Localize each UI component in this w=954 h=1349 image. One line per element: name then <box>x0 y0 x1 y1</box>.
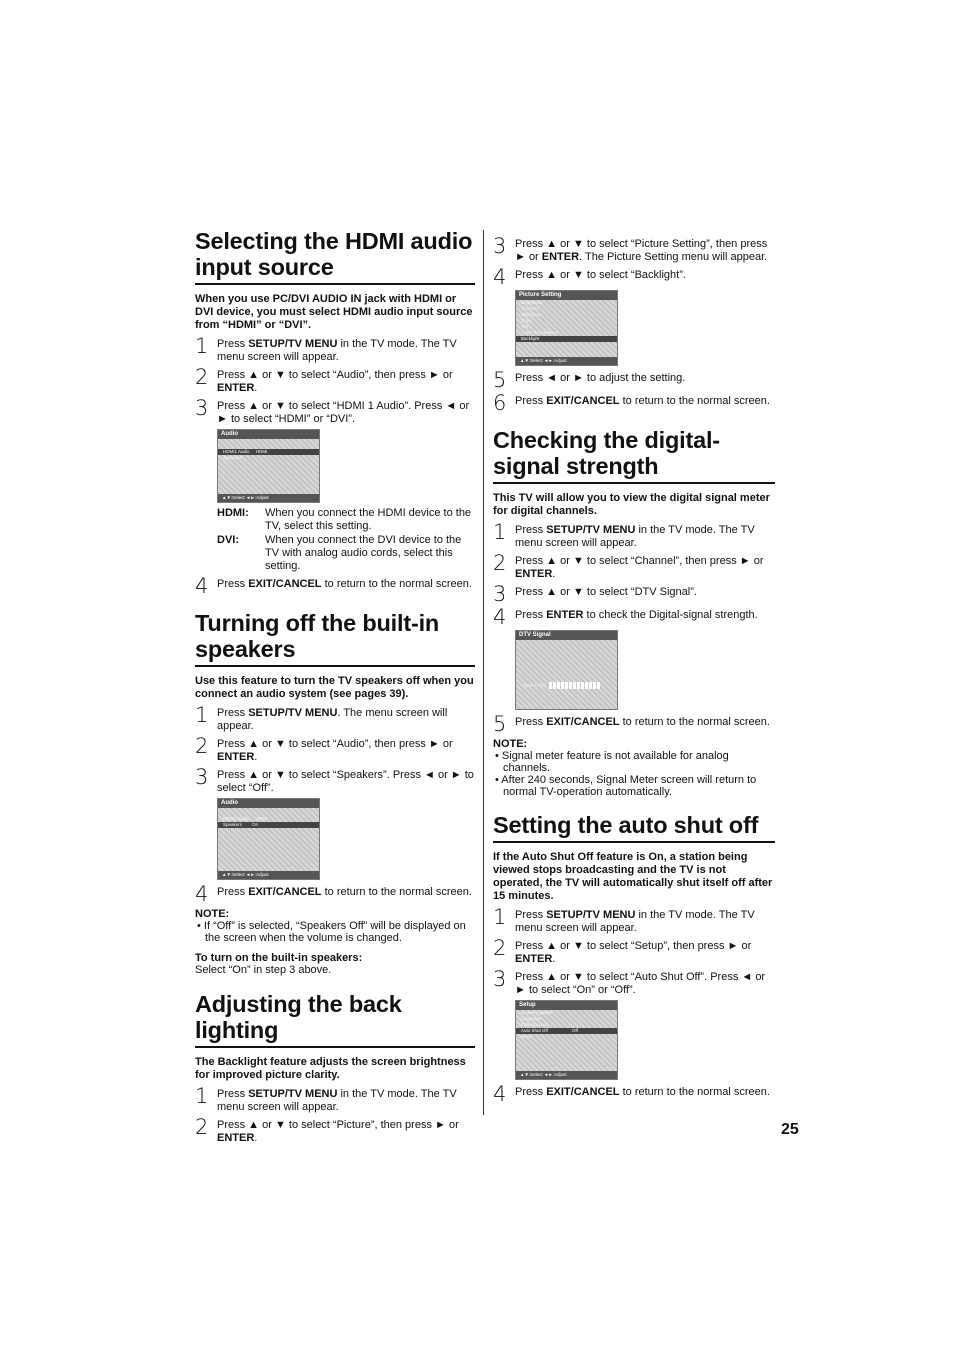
osd-rows <box>516 1010 617 1040</box>
osd-row-speakers: Speakers <box>223 455 243 460</box>
hdmi-steps <box>195 336 475 426</box>
step-3 <box>195 767 475 795</box>
step-4 <box>195 884 475 904</box>
step-2 <box>195 1117 475 1145</box>
step-text: Press ▲ or ▼ to select “DTV Signal”. <box>515 586 697 598</box>
step-5 <box>493 714 775 734</box>
step-text: Press SETUP/TV MENU in the TV mode. The TV menu screen will appear. <box>515 524 755 549</box>
osd-row: Color Temperature <box>521 330 559 335</box>
signal-note-1: • Signal meter feature is not available for analog channels. <box>495 750 729 774</box>
osd-footer: ▲▼:Select ◄►:Adjust <box>516 1071 617 1079</box>
osd-row: Closed Caption <box>521 1010 552 1015</box>
step-number: 2 <box>493 936 507 960</box>
step-number: 1 <box>195 334 209 358</box>
def-hdmi: HDMI: When you connect the HDMI device to the TV, select this setting. <box>217 507 472 532</box>
step-number: 3 <box>493 234 507 258</box>
step-3 <box>195 398 475 426</box>
osd-row-hdmi-audio: HDMI1 Audio HDMI <box>218 449 319 455</box>
osd-row: Color <box>521 318 532 323</box>
step-text: Press ▲ or ▼ to select “HDMI 1 Audio”. Press ◄ or ► to select “HDMI” or “DVI”. <box>217 400 470 425</box>
speakers-osd-screenshot <box>217 798 320 880</box>
hdmi-definitions <box>217 507 475 573</box>
osd-title: Audio <box>218 799 319 808</box>
osd-row: Language <box>521 1016 542 1021</box>
step-2 <box>493 938 775 966</box>
hdmi-intro: When you use PC/DVI AUDIO IN jack with HDMI or DVI device, you must select HDMI audio input source from “HDMI” or “DVI”. <box>195 293 473 331</box>
osd-title: Setup <box>516 1001 617 1010</box>
step-number: 1 <box>493 520 507 544</box>
step-text: Press EXIT/CANCEL to return to the normal screen. <box>515 395 770 407</box>
step-4 <box>493 1084 775 1104</box>
step-number: 4 <box>195 882 209 906</box>
osd-row-speakers: Speakers On <box>218 822 319 828</box>
step-number: 4 <box>493 605 507 629</box>
backlight-steps-cont <box>493 236 775 287</box>
step-text: Press ENTER to check the Digital-signal strength. <box>515 609 758 621</box>
autoshut-steps <box>493 907 775 997</box>
backlight-steps-end <box>493 370 775 413</box>
step-2 <box>493 553 775 581</box>
step-text: Press ▲ or ▼ to select “Audio”, then press ► or ENTER. <box>217 738 453 763</box>
step-text: Press ▲ or ▼ to select “Speakers”. Press ◄ or ► to select “Off”. <box>217 769 474 794</box>
step-text: Press ▲ or ▼ to select “Setup”, then press ► or ENTER. <box>515 940 752 965</box>
step-number: 4 <box>493 265 507 289</box>
step-2 <box>195 736 475 764</box>
step-1 <box>195 705 475 733</box>
osd-title: DTV Signal <box>516 631 617 640</box>
hdmi-section <box>195 228 475 596</box>
speakers-steps <box>195 705 475 795</box>
signal-steps-end <box>493 714 775 734</box>
speakers-steps-end <box>195 884 475 904</box>
osd-row-hdmi-audio: HDMI1 Audio HDMI <box>223 816 268 821</box>
step-text: Press ◄ or ► to adjust the setting. <box>515 372 686 384</box>
step-4 <box>493 267 775 287</box>
signal-steps <box>493 522 775 627</box>
step-number: 5 <box>493 712 507 736</box>
osd-row: Backlight <box>516 336 617 342</box>
step-5 <box>493 370 775 390</box>
osd-row: Tint <box>521 324 529 329</box>
hdmi-osd-screenshot <box>217 429 320 503</box>
step-4 <box>195 576 475 596</box>
step-3 <box>493 969 775 997</box>
backlight-title: Adjusting the back lighting <box>195 991 475 1048</box>
step-text: Press EXIT/CANCEL to return to the normal screen. <box>515 1086 770 1098</box>
osd-title: Picture Setting <box>516 291 617 300</box>
osd-row: Auto Shut Off Off <box>516 1028 617 1034</box>
osd-rows <box>516 300 617 342</box>
osd-footer: ▲▼:Select ◄►:Adjust <box>218 871 319 879</box>
step-number: 2 <box>195 365 209 389</box>
step-number: 1 <box>493 905 507 929</box>
step-number: 4 <box>195 574 209 598</box>
step-number: 2 <box>195 1115 209 1139</box>
backlight-steps <box>195 1086 475 1145</box>
step-text: Press SETUP/TV MENU in the TV mode. The TV menu screen will appear. <box>217 1088 457 1113</box>
step-number: 3 <box>195 765 209 789</box>
osd-footer: ▲▼:Select ◄►:Adjust <box>516 357 617 365</box>
signal-note-2: • After 240 seconds, Signal Meter screen will return to normal TV-operation automatically. <box>495 774 757 798</box>
step-2 <box>195 367 475 395</box>
step-text: Press ▲ or ▼ to select “Auto Shut Off”. Press ◄ or ► to select “On” or “Off”. <box>515 971 766 996</box>
step-6 <box>493 393 775 413</box>
step-1 <box>493 907 775 935</box>
step-number: 5 <box>493 368 507 392</box>
column-divider <box>483 230 484 1115</box>
autoshut-steps-end <box>493 1084 775 1104</box>
step-3 <box>493 236 775 264</box>
def-dvi: DVI: When you connect the DVI device to the TV with analog audio cords, select this setting. <box>217 534 462 572</box>
osd-row: Reset <box>521 1034 533 1039</box>
step-text: Press ▲ or ▼ to select “Backlight”. <box>515 269 686 281</box>
step-number: 1 <box>195 703 209 727</box>
osd-row: Brightness <box>521 300 543 305</box>
speakers-section <box>195 610 475 977</box>
step-number: 1 <box>195 1084 209 1108</box>
step-text: Press ▲ or ▼ to select “Picture”, then press ► or ENTER. <box>217 1119 459 1144</box>
right-column <box>493 233 775 1107</box>
osd-signal-meter: Signal Level <box>516 682 617 688</box>
step-number: 2 <box>195 734 209 758</box>
step-number: 4 <box>493 1082 507 1106</box>
speakers-title: Turning off the built-in speakers <box>195 610 475 667</box>
step-text: Press ▲ or ▼ to select “Channel”, then press ► or ENTER. <box>515 555 764 580</box>
step-number: 3 <box>493 582 507 606</box>
signal-osd-screenshot <box>515 630 618 710</box>
backlight-osd-screenshot <box>515 290 618 366</box>
step-1 <box>195 1086 475 1114</box>
step-number: 3 <box>493 967 507 991</box>
step-4 <box>493 607 775 627</box>
autoshut-intro: If the Auto Shut Off feature is On, a station being viewed stops broadcasting and the TV is not operated, the TV will automatically shut itself off after 15 minutes. <box>493 851 773 902</box>
step-3 <box>493 584 775 604</box>
signal-title: Checking the digital-signal strength <box>493 427 775 484</box>
osd-row: Parental Lock <box>521 1022 549 1027</box>
step-number: 2 <box>493 551 507 575</box>
step-text: Press SETUP/TV MENU. The menu screen will appear. <box>217 707 448 732</box>
step-number: 3 <box>195 396 209 420</box>
osd-row: Contrast <box>521 306 539 311</box>
step-text: Press EXIT/CANCEL to return to the normal screen. <box>217 578 472 590</box>
backlight-intro: The Backlight feature adjusts the screen brightness for improved picture clarity. <box>195 1056 466 1081</box>
signal-section <box>493 427 775 798</box>
autoshut-section <box>493 812 775 1104</box>
step-text: Press ▲ or ▼ to select “Picture Setting”, then press ► or ENTER. The Picture Setting menu will appear. <box>515 238 768 263</box>
osd-footer: ▲▼:Select ◄►:Adjust <box>218 494 319 502</box>
step-1 <box>195 336 475 364</box>
step-text: Press SETUP/TV MENU in the TV mode. The TV menu screen will appear. <box>217 338 457 363</box>
speakers-subtext: Select “On” in step 3 above. <box>195 964 332 976</box>
speakers-note-heading: NOTE: <box>195 908 230 920</box>
step-text: Press SETUP/TV MENU in the TV mode. The TV menu screen will appear. <box>515 909 755 934</box>
hdmi-title: Selecting the HDMI audio input source <box>195 228 475 285</box>
step-text: Press EXIT/CANCEL to return to the normal screen. <box>515 716 770 728</box>
hdmi-steps-end <box>195 576 475 596</box>
autoshut-title: Setting the auto shut off <box>493 812 775 843</box>
osd-title: Audio <box>218 430 319 439</box>
step-text: Press ▲ or ▼ to select “Audio”, then press ► or ENTER. <box>217 369 453 394</box>
speakers-intro: Use this feature to turn the TV speakers off when you connect an audio system (see pages 39). <box>195 675 474 700</box>
backlight-section <box>195 991 475 1145</box>
signal-intro: This TV will allow you to view the digital signal meter for digital channels. <box>493 492 770 517</box>
osd-row: Sharpness <box>521 312 543 317</box>
step-text: Press EXIT/CANCEL to return to the normal screen. <box>217 886 472 898</box>
autoshut-osd-screenshot <box>515 1000 618 1080</box>
speakers-subheading: To turn on the built-in speakers: <box>195 952 363 964</box>
step-1 <box>493 522 775 550</box>
page-number: 25 <box>781 1121 799 1138</box>
speakers-note: • If “Off” is selected, “Speakers Off” will be displayed on the screen when the volume is changed. <box>197 920 466 944</box>
step-number: 6 <box>493 391 507 415</box>
left-column <box>195 228 475 1148</box>
signal-note-heading: NOTE: <box>493 738 528 750</box>
